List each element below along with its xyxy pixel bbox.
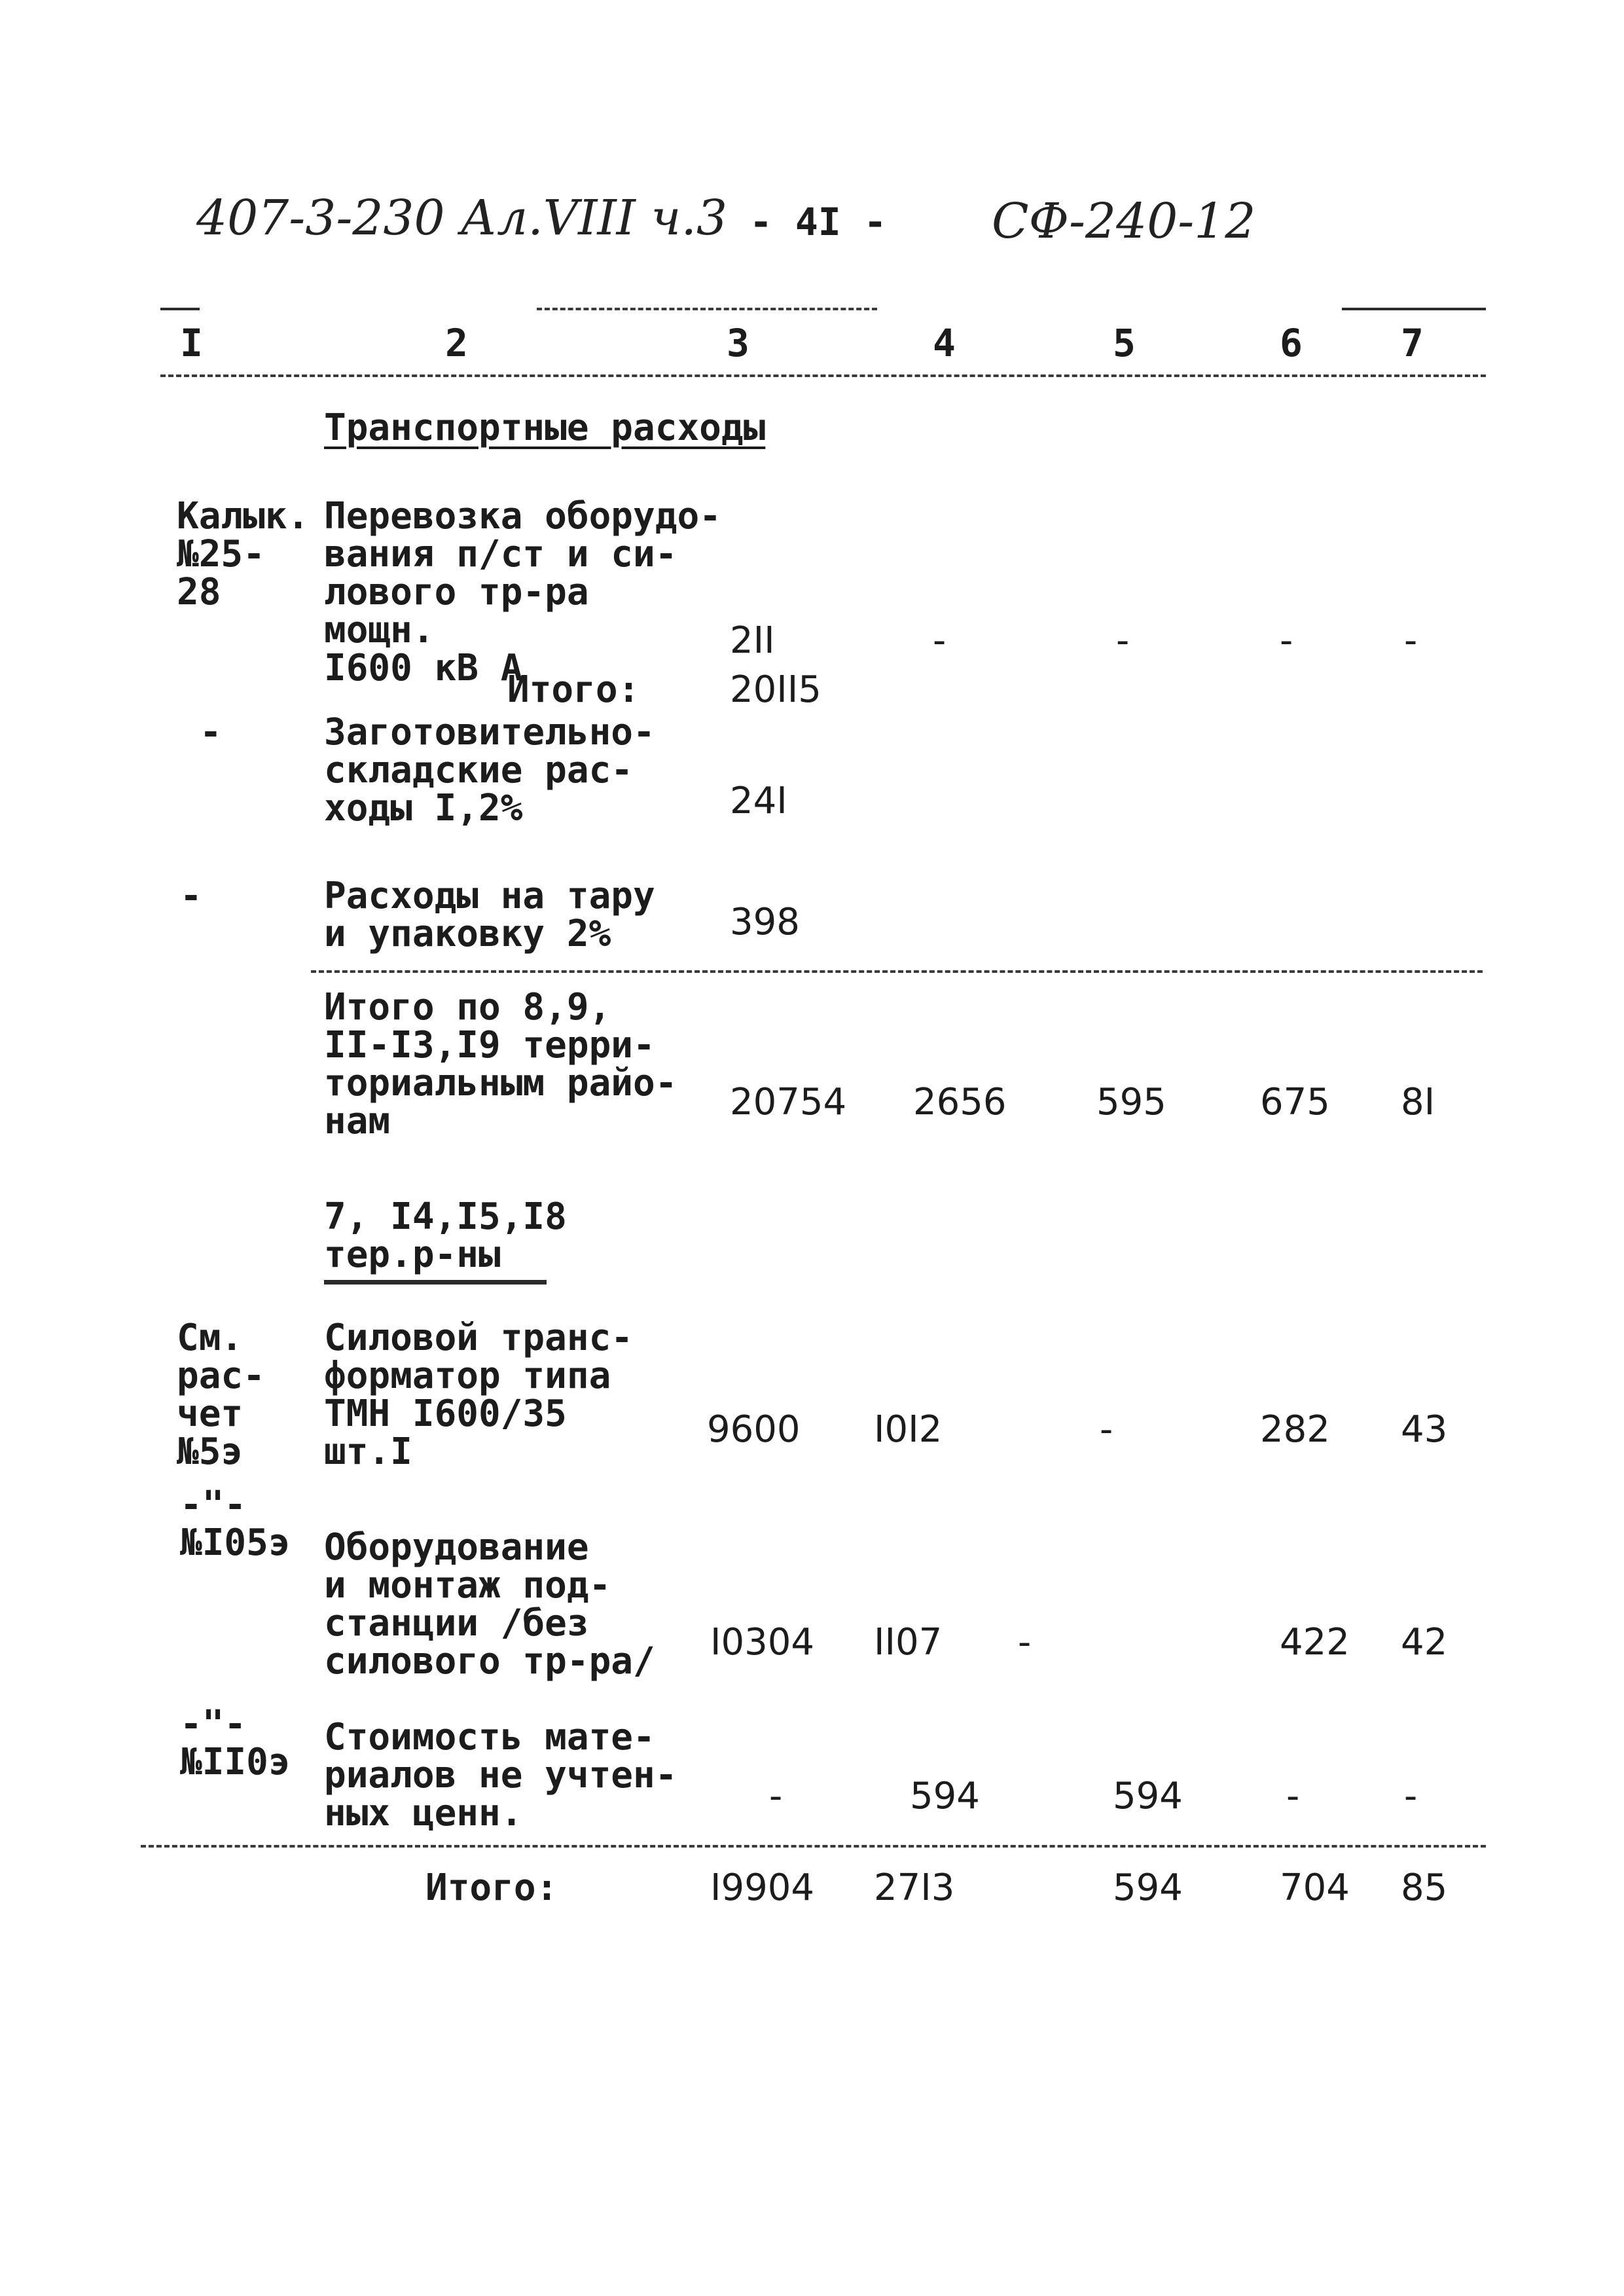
cell-col6: 422 [1280, 1621, 1350, 1664]
cell-col3: 20754 [730, 1081, 847, 1123]
row-ref: - [200, 711, 222, 754]
row-description: Итого по 8,9, II-I3,I9 терри- ториальным райо- нам [324, 986, 677, 1142]
column-header-1: I [180, 321, 203, 365]
section-title: Транспортные расходы [324, 407, 766, 449]
column-header-2: 2 [445, 321, 468, 365]
cell-col6: - [1280, 619, 1293, 662]
row-description: Силовой транс- форматор типа ТМН I600/35 шт.I [324, 1317, 634, 1473]
column-header-6: 6 [1280, 321, 1303, 365]
cell-col3: I0304 [710, 1621, 815, 1664]
cell-col6: 282 [1260, 1408, 1330, 1451]
total-separator [141, 1845, 1486, 1848]
row-ref: -"- №II0э [180, 1703, 291, 1783]
cell-col7: 42 [1401, 1621, 1448, 1664]
cell-col3: 9600 [707, 1408, 801, 1451]
row-description: Расходы на тару и упаковку 2% [324, 875, 655, 955]
cell-col6: 675 [1260, 1081, 1330, 1123]
total-label: Итого: [425, 1867, 558, 1909]
column-header-3: 3 [727, 321, 749, 365]
row-separator [311, 970, 1483, 973]
header-rule-top-1 [160, 308, 200, 310]
row-description: Стоимость мате- риалов не учтен- ных ценн. [324, 1716, 677, 1834]
cell-col4: - [933, 619, 947, 662]
subtotal-label: Итого: [507, 668, 640, 711]
cell-col5: 595 [1096, 1081, 1166, 1123]
row-description: Оборудование и монтаж под- станции /без силового тр-ра/ [324, 1526, 655, 1683]
cell-col7: - [1404, 619, 1418, 662]
column-header-7: 7 [1401, 321, 1424, 365]
subsection-underline [324, 1280, 547, 1285]
cell-col4: 2656 [913, 1081, 1007, 1123]
sheet-code: СФ-240-12 [992, 193, 1256, 249]
header-rule-bottom [160, 374, 1486, 377]
row-ref: См. рас- чет №5э [177, 1317, 265, 1473]
row-ref: - [180, 875, 202, 917]
row-description: Перевозка оборудо- вания п/ст и си- лового тр-ра мощн. I600 кВ А [324, 495, 721, 689]
total-col5: 594 [1113, 1867, 1183, 1909]
row-ref: Калык. №25- 28 [177, 495, 310, 613]
cell-col6: - [1286, 1775, 1300, 1817]
cell-col3: - [769, 1775, 783, 1817]
cell-col5: 594 [1113, 1775, 1183, 1817]
column-header-4: 4 [933, 321, 956, 365]
row-ref: -"- №I05э [180, 1484, 291, 1564]
column-header-5: 5 [1113, 321, 1136, 365]
cell-col4: 594 [910, 1775, 980, 1817]
cell-col7: - [1404, 1775, 1418, 1817]
total-col7: 85 [1401, 1867, 1448, 1909]
cell-col3: 2II [730, 619, 775, 662]
cell-col4: I0I2 [874, 1408, 943, 1451]
document-code: 407-3-230 Ал.VIII ч.3 [196, 190, 728, 246]
cell-col5: - [1100, 1408, 1113, 1451]
cell-col7: 8I [1401, 1081, 1435, 1123]
page-number: - 4I - [749, 200, 887, 244]
total-col6: 704 [1280, 1867, 1350, 1909]
cell-col7: 43 [1401, 1408, 1448, 1451]
cell-col3: 20II5 [730, 668, 821, 711]
cell-col3: 398 [730, 901, 800, 943]
cell-col4: II07 [874, 1621, 943, 1664]
header-rule-top-2 [537, 308, 877, 310]
cell-col5: - [1018, 1621, 1032, 1664]
cell-col3: 24I [730, 780, 787, 822]
total-col4: 27I3 [874, 1867, 955, 1909]
header-rule-top-3 [1342, 308, 1486, 310]
cell-col5: - [1116, 619, 1130, 662]
subsection-title: 7, I4,I5,I8 тер.р-ны [324, 1195, 567, 1276]
total-col3: I9904 [710, 1867, 815, 1909]
row-description: Заготовительно- складские рас- ходы I,2% [324, 711, 655, 829]
